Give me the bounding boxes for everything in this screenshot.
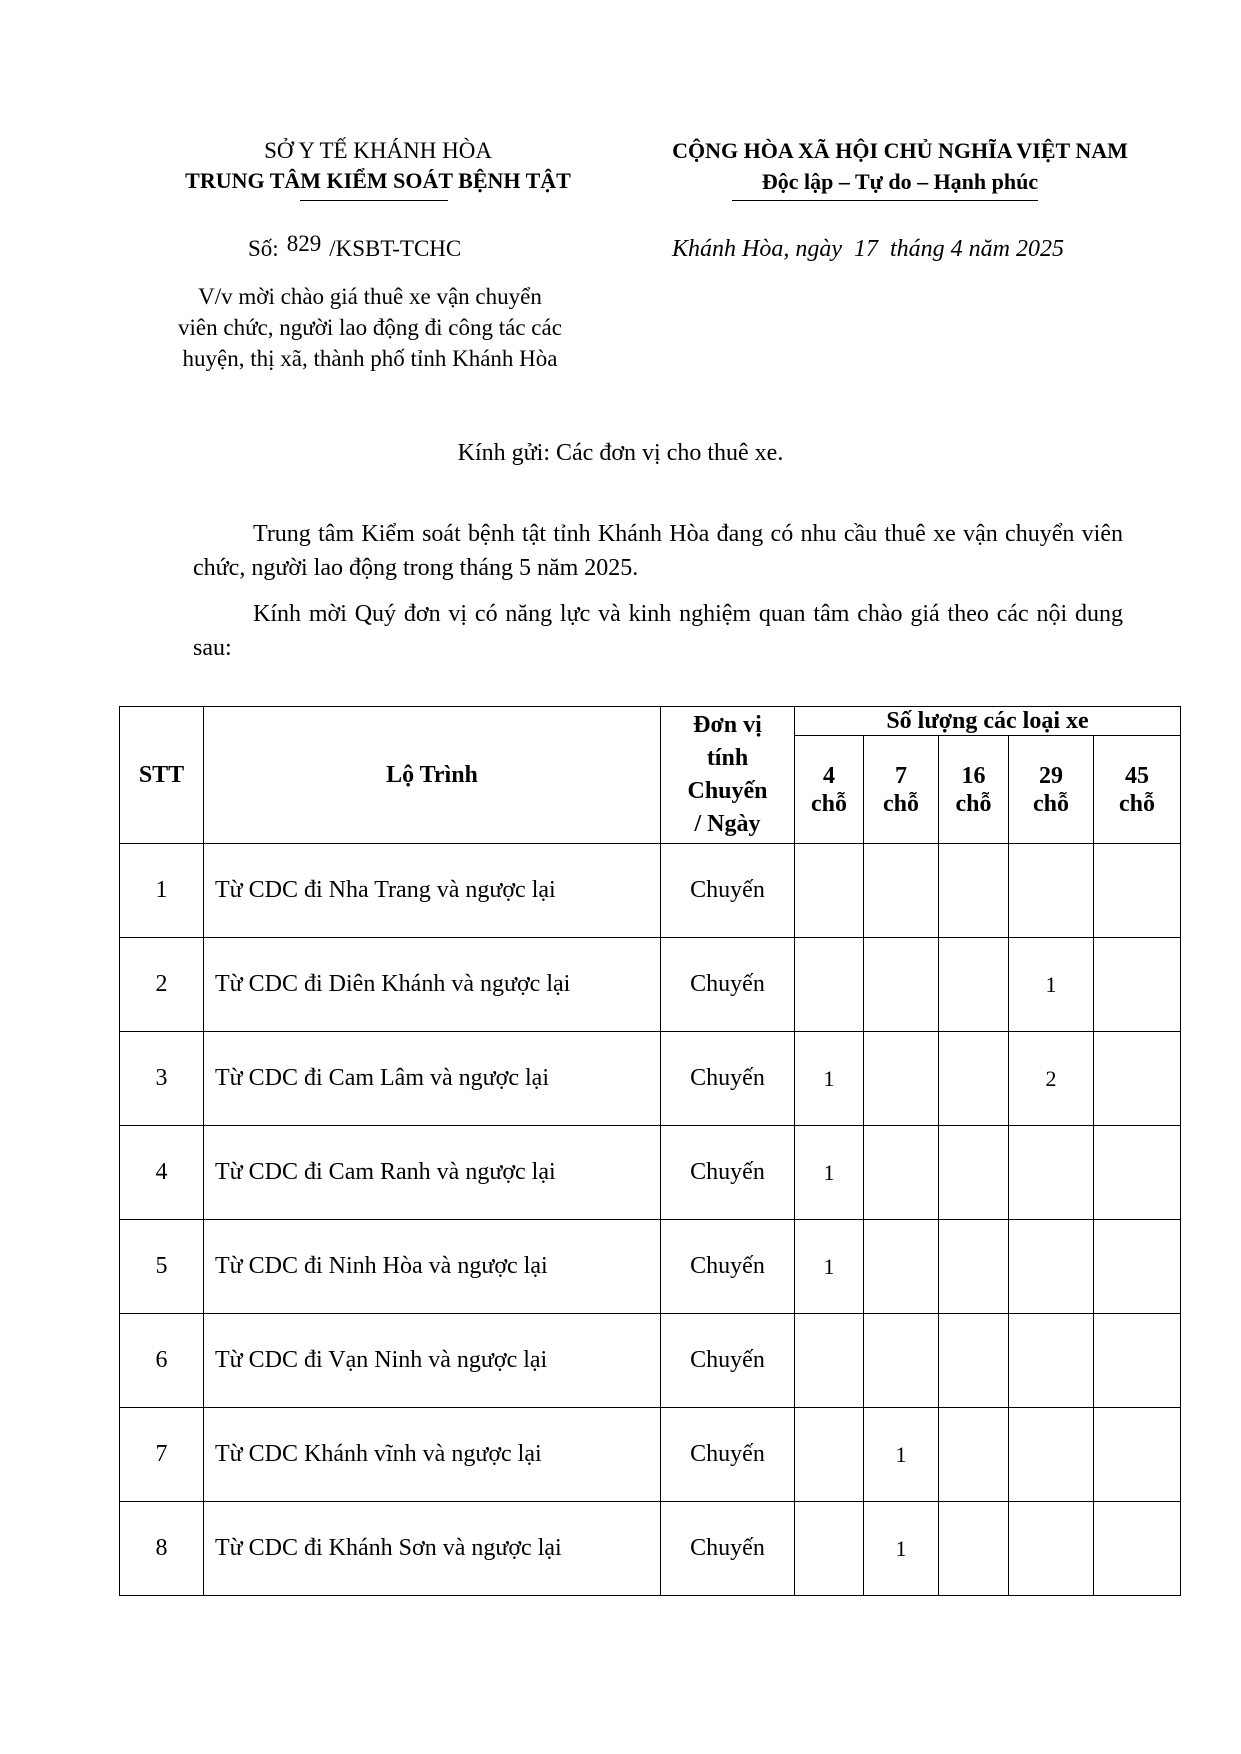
row-vehicle-count-16-seat [939,1032,1009,1126]
row-stt: 8 [120,1502,204,1596]
column-group-vehicle-count: Số lượng các loại xe [795,707,1181,736]
table-body [120,844,1181,1596]
row-route: Từ CDC đi Cam Ranh và ngược lại [204,1126,661,1220]
table-row [120,844,1181,938]
row-route: Từ CDC đi Ninh Hòa và ngược lại [204,1220,661,1314]
row-route: Từ CDC đi Khánh Sơn và ngược lại [204,1502,661,1596]
row-vehicle-count-7-seat [864,938,939,1032]
row-route: Từ CDC Khánh vĩnh và ngược lại [204,1408,661,1502]
row-unit: Chuyến [661,844,795,938]
row-vehicle-count-45-seat [1094,1032,1181,1126]
row-vehicle-count-29-seat [1009,1408,1094,1502]
row-vehicle-count-7-seat [864,844,939,938]
row-stt: 4 [120,1126,204,1220]
agency-underline [300,200,448,201]
issuing-agency-block [138,136,618,196]
row-vehicle-count-4-seat: 1 [795,1220,864,1314]
row-vehicle-count-29-seat [1009,1126,1094,1220]
motto-underline [732,200,1038,201]
row-vehicle-count-7-seat [864,1126,939,1220]
document-subject [130,281,610,374]
row-vehicle-count-16-seat [939,1408,1009,1502]
column-header-route: Lộ Trình [204,707,661,844]
seat-unit: chỗ [955,790,992,817]
unit-header-line: Đơn vị [693,712,762,738]
row-route: Từ CDC đi Cam Lâm và ngược lại [204,1032,661,1126]
seat-unit: chỗ [811,790,847,817]
row-unit: Chuyến [661,938,795,1032]
row-vehicle-count-7-seat [864,1032,939,1126]
row-vehicle-count-16-seat [939,1502,1009,1596]
national-heading-block [630,136,1170,198]
table-row [120,1032,1181,1126]
row-vehicle-count-29-seat [1009,844,1094,938]
row-vehicle-count-45-seat [1094,844,1181,938]
row-vehicle-count-45-seat [1094,1220,1181,1314]
row-stt: 5 [120,1220,204,1314]
row-stt: 3 [120,1032,204,1126]
subject-line: huyện, thị xã, thành phố tỉnh Khánh Hòa [182,346,558,371]
row-unit: Chuyến [661,1502,795,1596]
doc-number-prefix: Số: [248,236,279,261]
row-vehicle-count-4-seat: 1 [795,1032,864,1126]
row-stt: 6 [120,1314,204,1408]
document-number [248,231,462,262]
seat-count: 16 [961,762,986,789]
row-vehicle-count-29-seat [1009,1314,1094,1408]
row-vehicle-count-4-seat [795,938,864,1032]
row-vehicle-count-16-seat [939,1126,1009,1220]
seat-count: 4 [823,762,835,789]
row-vehicle-count-7-seat [864,1220,939,1314]
row-stt: 7 [120,1408,204,1502]
center-name: TRUNG TÂM KIỂM SOÁT BỆNH TẬT [185,168,571,193]
row-vehicle-count-45-seat [1094,1314,1181,1408]
row-vehicle-count-45-seat [1094,1502,1181,1596]
row-vehicle-count-4-seat [795,1408,864,1502]
row-vehicle-count-7-seat: 1 [864,1408,939,1502]
vehicle-request-table [119,706,1181,1596]
row-route: Từ CDC đi Diên Khánh và ngược lại [204,938,661,1032]
nation-title: CỘNG HÒA XÃ HỘI CHỦ NGHĨA VIỆT NAM [672,138,1128,163]
doc-number-suffix: /KSBT-TCHC [329,236,462,261]
row-vehicle-count-4-seat [795,844,864,938]
greeting: Kính gửi: Các đơn vị cho thuê xe. [457,440,784,466]
column-header-unit [661,707,795,844]
seat-count: 29 [1039,762,1063,789]
column-header-4-seat [795,736,864,844]
column-header-7-seat [864,736,939,844]
table-row [120,1220,1181,1314]
row-vehicle-count-4-seat: 1 [795,1126,864,1220]
subject-line: viên chức, người lao động đi công tác các [178,315,562,340]
doc-number-value: 829 [286,231,322,256]
row-vehicle-count-29-seat: 1 [1009,938,1094,1032]
table-row [120,938,1181,1032]
agency-name: SỞ Y TẾ KHÁNH HÒA [264,138,492,163]
seat-unit: chỗ [1033,790,1069,817]
body-paragraph: Kính mời Quý đơn vị có năng lực và kinh nghiệm quan tâm chào giá theo các nội dung sau: [193,601,1123,661]
row-stt: 1 [120,844,204,938]
row-vehicle-count-29-seat: 2 [1009,1032,1094,1126]
national-motto: Độc lập – Tự do – Hạnh phúc [761,169,1039,194]
column-header-16-seat [939,736,1009,844]
table-row [120,1314,1181,1408]
unit-header-line: Chuyến [687,778,768,804]
row-vehicle-count-29-seat [1009,1502,1094,1596]
row-unit: Chuyến [661,1408,795,1502]
row-vehicle-count-45-seat [1094,1126,1181,1220]
column-header-45-seat [1094,736,1181,844]
row-route: Từ CDC đi Vạn Ninh và ngược lại [204,1314,661,1408]
row-unit: Chuyến [661,1220,795,1314]
row-vehicle-count-29-seat [1009,1220,1094,1314]
row-stt: 2 [120,938,204,1032]
row-vehicle-count-16-seat [939,844,1009,938]
row-unit: Chuyến [661,1314,795,1408]
table-row [120,1408,1181,1502]
table-row [120,1502,1181,1596]
row-vehicle-count-16-seat [939,938,1009,1032]
seat-unit: chỗ [1119,790,1155,817]
unit-header-line: / Ngày [694,811,761,837]
seat-unit: chỗ [883,790,919,817]
body-paragraph: Trung tâm Kiểm soát bệnh tật tỉnh Khánh Hòa đang có nhu cầu thuê xe vận chuyển viên chức, người lao động trong tháng 5 năm 2025. [193,521,1123,581]
row-vehicle-count-16-seat [939,1220,1009,1314]
issue-date: Khánh Hòa, ngày 17 tháng 4 năm 2025 [672,236,1064,262]
column-header-29-seat [1009,736,1094,844]
seat-count: 45 [1125,762,1149,789]
row-vehicle-count-45-seat [1094,1408,1181,1502]
row-unit: Chuyến [661,1126,795,1220]
unit-header-line: tính [706,745,749,771]
column-header-stt: STT [120,707,204,844]
subject-line: V/v mời chào giá thuê xe vận chuyển [198,284,542,309]
row-vehicle-count-4-seat [795,1502,864,1596]
seat-count: 7 [895,762,907,789]
row-vehicle-count-45-seat [1094,938,1181,1032]
table-row [120,1126,1181,1220]
row-unit: Chuyến [661,1032,795,1126]
row-vehicle-count-7-seat: 1 [864,1502,939,1596]
row-vehicle-count-16-seat [939,1314,1009,1408]
row-route: Từ CDC đi Nha Trang và ngược lại [204,844,661,938]
row-vehicle-count-4-seat [795,1314,864,1408]
row-vehicle-count-7-seat [864,1314,939,1408]
